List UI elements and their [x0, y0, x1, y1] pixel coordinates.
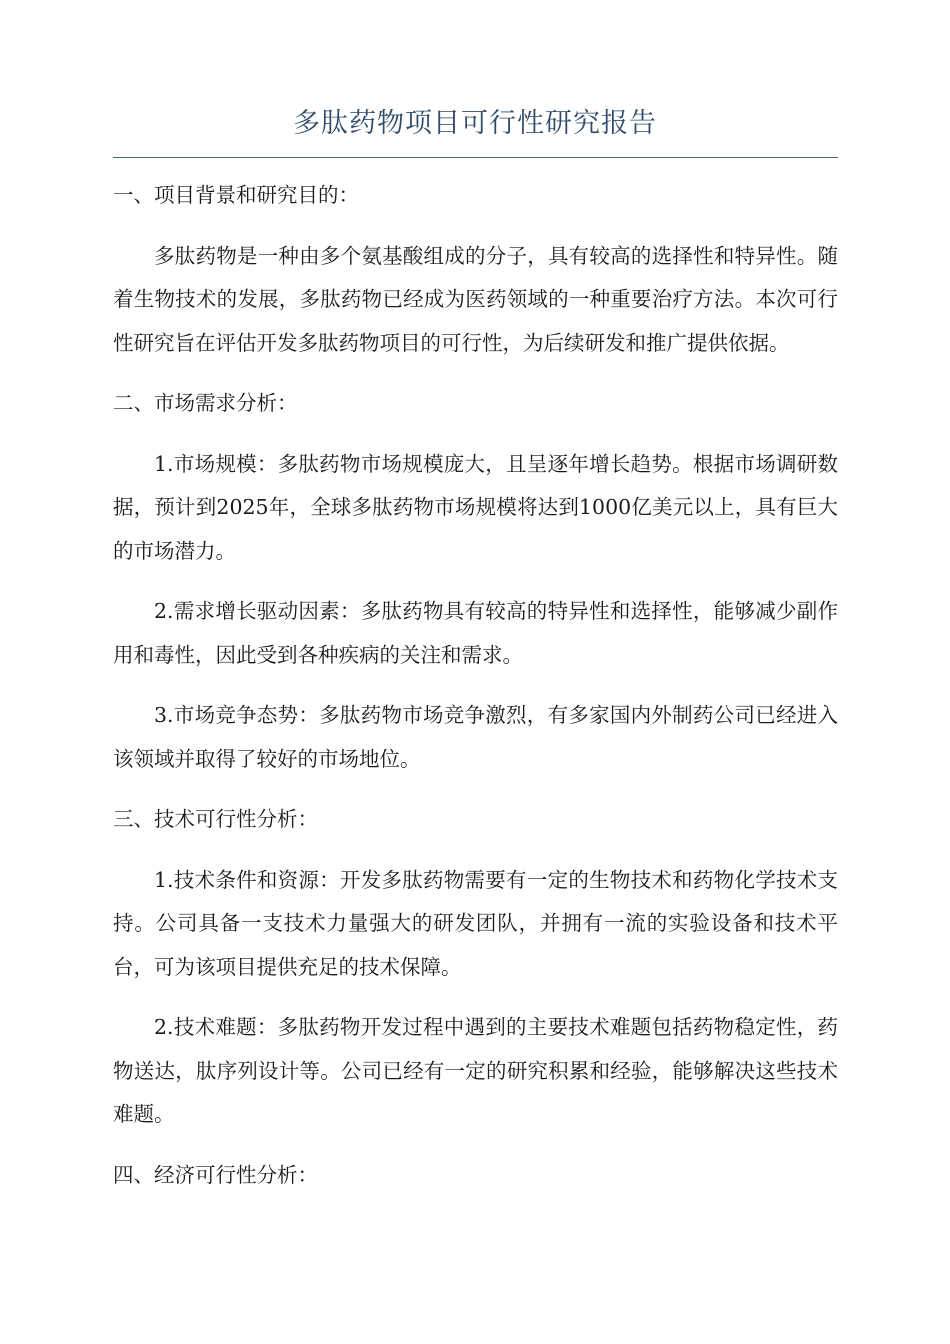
- document-body: [113, 174, 838, 1214]
- paragraph: 2.需求增长驱动因素：多肽药物具有较高的特异性和选择性，能够减少副作用和毒性，因此受到各种疾病的关注和需求。: [113, 599, 838, 667]
- section-heading: 二、市场需求分析：: [113, 391, 298, 415]
- section-market: [113, 382, 838, 781]
- section-economic: [113, 1154, 838, 1198]
- paragraph: 1.市场规模：多肽药物市场规模庞大，且呈逐年增长趋势。根据市场调研数据，预计到2025年，全球多肽药物市场规模将达到1000亿美元以上，具有巨大的市场潜力。: [113, 451, 838, 563]
- section-heading: 四、经济可行性分析：: [113, 1162, 318, 1187]
- section-heading: 三、技术可行性分析：: [113, 807, 318, 831]
- section-background: [113, 174, 838, 365]
- paragraph: 2.技术难题：多肽药物开发过程中遇到的主要技术难题包括药物稳定性，药物送达，肽序列设计等。公司已经有一定的研究积累和经验，能够解决这些技术难题。: [113, 1015, 838, 1126]
- paragraph: 1.技术条件和资源：开发多肽药物需要有一定的生物技术和药物化学技术支持。公司具备一支技术力量强大的研发团队，并拥有一流的实验设备和技术平台，可为该项目提供充足的技术保障。: [113, 867, 838, 979]
- section-heading: 一、项目背景和研究目的：: [113, 183, 359, 207]
- document-title: 多肽药物项目可行性研究报告: [293, 108, 657, 139]
- title-divider: [113, 157, 838, 158]
- section-technical: [113, 798, 838, 1137]
- paragraph: 多肽药物是一种由多个氨基酸组成的分子，具有较高的选择性和特异性。随着生物技术的发展，多肽药物已经成为医药领域的一种重要治疗方法。本次可行性研究旨在评估开发多肽药物项目的可行性，为后续研发和推广提供依据。: [113, 243, 838, 355]
- paragraph: 3.市场竞争态势：多肽药物市场竞争激烈，有多家国内外制药公司已经进入该领域并取得了较好的市场地位。: [113, 703, 838, 771]
